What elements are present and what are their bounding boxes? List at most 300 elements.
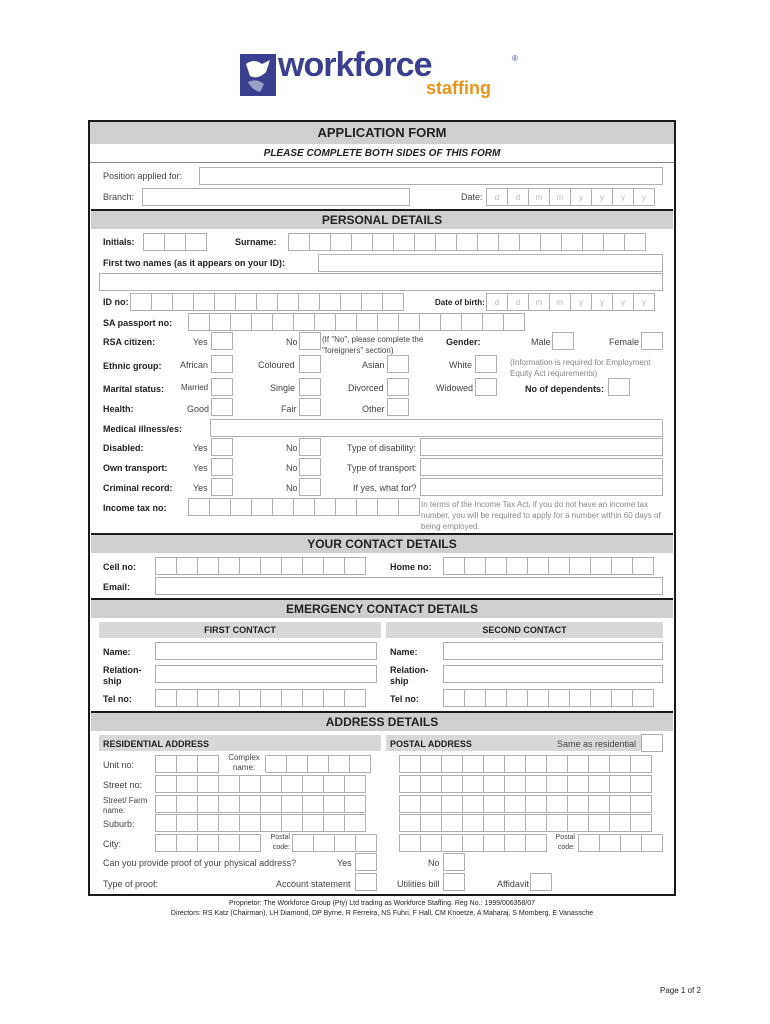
- input-cell[interactable]: [260, 775, 282, 793]
- input-cell[interactable]: [155, 755, 177, 773]
- input-cell[interactable]: [239, 795, 261, 813]
- good-checkbox[interactable]: [211, 398, 233, 416]
- ec2-tel-field[interactable]: [443, 689, 653, 707]
- utilities-bill-checkbox[interactable]: [443, 873, 465, 891]
- input-cell[interactable]: [197, 689, 219, 707]
- input-cell[interactable]: [155, 557, 177, 575]
- ec1-tel-label: Tel no:: [103, 694, 132, 704]
- input-cell[interactable]: [588, 814, 610, 832]
- input-cell[interactable]: y: [633, 293, 655, 311]
- input-cell[interactable]: [588, 755, 610, 773]
- input-cell[interactable]: [561, 233, 583, 251]
- input-cell[interactable]: [176, 557, 198, 575]
- input-cell[interactable]: [307, 755, 329, 773]
- input-cell[interactable]: [335, 313, 357, 331]
- input-cell[interactable]: [498, 233, 520, 251]
- input-cell[interactable]: [151, 293, 173, 311]
- input-cell[interactable]: [599, 834, 621, 852]
- input-cell[interactable]: [344, 814, 366, 832]
- input-cell[interactable]: [540, 233, 562, 251]
- input-cell[interactable]: [185, 233, 207, 251]
- transport-type-field[interactable]: [420, 458, 663, 476]
- input-cell[interactable]: [235, 293, 257, 311]
- input-cell[interactable]: [527, 557, 549, 575]
- disability-type-field[interactable]: [420, 438, 663, 456]
- input-cell[interactable]: [239, 834, 261, 852]
- input-cell[interactable]: [462, 814, 484, 832]
- input-cell[interactable]: [420, 814, 442, 832]
- input-cell[interactable]: [214, 293, 236, 311]
- input-cell[interactable]: [609, 814, 631, 832]
- footer-proprietor: Proprietor: The Workforce Group (Pty) Ltd trading as Workforce Staffing. Reg No.: 1999/006358/07: [228, 900, 536, 907]
- input-cell[interactable]: [464, 557, 486, 575]
- input-cell[interactable]: [197, 795, 219, 813]
- input-cell[interactable]: [323, 814, 345, 832]
- input-cell[interactable]: [399, 775, 421, 793]
- input-cell[interactable]: [143, 233, 165, 251]
- input-cell[interactable]: [302, 689, 324, 707]
- input-cell[interactable]: [482, 313, 504, 331]
- input-cell[interactable]: y: [612, 293, 634, 311]
- input-cell[interactable]: [399, 814, 421, 832]
- income-tax-field[interactable]: [188, 498, 419, 516]
- input-cell[interactable]: [630, 795, 652, 813]
- input-cell[interactable]: [462, 775, 484, 793]
- input-cell[interactable]: [567, 814, 589, 832]
- input-cell[interactable]: [611, 689, 633, 707]
- input-cell[interactable]: [504, 775, 526, 793]
- input-cell[interactable]: [588, 795, 610, 813]
- input-cell[interactable]: [414, 233, 436, 251]
- date-cell[interactable]: d: [507, 188, 529, 206]
- form-title: APPLICATION FORM: [317, 125, 447, 140]
- cell-no-field[interactable]: [155, 557, 365, 575]
- ec1-tel-field[interactable]: [155, 689, 365, 707]
- postal-line-2[interactable]: [399, 775, 651, 793]
- input-cell[interactable]: [314, 313, 336, 331]
- input-cell[interactable]: [504, 795, 526, 813]
- input-cell[interactable]: [281, 689, 303, 707]
- input-cell[interactable]: [569, 689, 591, 707]
- input-cell[interactable]: [441, 755, 463, 773]
- account-statement-label: Account statement: [276, 879, 351, 889]
- input-cell[interactable]: [197, 814, 219, 832]
- input-cell[interactable]: [155, 689, 177, 707]
- input-cell[interactable]: [546, 755, 568, 773]
- affidavit-checkbox[interactable]: [530, 873, 552, 891]
- input-cell[interactable]: [251, 498, 273, 516]
- other-checkbox[interactable]: [387, 398, 409, 416]
- input-cell[interactable]: [419, 313, 441, 331]
- input-cell[interactable]: [567, 755, 589, 773]
- dob-field[interactable]: [486, 293, 654, 311]
- res-postal-code-field[interactable]: [292, 834, 376, 852]
- input-cell[interactable]: [355, 834, 377, 852]
- input-cell[interactable]: [164, 233, 186, 251]
- input-cell[interactable]: [377, 498, 399, 516]
- input-cell[interactable]: [609, 795, 631, 813]
- surname-label: Surname:: [235, 237, 277, 247]
- input-cell[interactable]: [456, 233, 478, 251]
- input-cell[interactable]: [546, 814, 568, 832]
- input-cell[interactable]: [609, 775, 631, 793]
- input-cell[interactable]: [209, 498, 231, 516]
- input-cell[interactable]: [328, 755, 350, 773]
- input-cell[interactable]: [525, 834, 547, 852]
- coloured-checkbox[interactable]: [299, 355, 321, 373]
- single-checkbox[interactable]: [299, 378, 321, 396]
- passport-field[interactable]: [188, 313, 524, 331]
- criminal-no-checkbox[interactable]: [299, 478, 321, 496]
- input-cell[interactable]: [399, 834, 421, 852]
- date-cell[interactable]: y: [570, 188, 592, 206]
- disabled-label: Disabled:: [103, 443, 144, 453]
- ec2-name-field[interactable]: [443, 642, 663, 660]
- input-cell[interactable]: [239, 775, 261, 793]
- unit-no-field[interactable]: [155, 755, 218, 773]
- input-cell[interactable]: [155, 814, 177, 832]
- criminal-reason-field[interactable]: [420, 478, 663, 496]
- input-cell[interactable]: [155, 795, 177, 813]
- subtitle-divider: [90, 162, 674, 163]
- input-cell[interactable]: [399, 795, 421, 813]
- transport-yes-checkbox[interactable]: [211, 458, 233, 476]
- input-cell[interactable]: [323, 689, 345, 707]
- input-cell[interactable]: [155, 834, 177, 852]
- input-cell[interactable]: [260, 557, 282, 575]
- input-cell[interactable]: [251, 313, 273, 331]
- input-cell[interactable]: [464, 689, 486, 707]
- input-cell[interactable]: [582, 233, 604, 251]
- input-cell[interactable]: [340, 293, 362, 311]
- input-cell[interactable]: [351, 233, 373, 251]
- input-cell[interactable]: [398, 313, 420, 331]
- input-cell[interactable]: [420, 795, 442, 813]
- ec1-relation-field[interactable]: [155, 665, 377, 683]
- input-cell[interactable]: [176, 755, 198, 773]
- input-cell[interactable]: [440, 313, 462, 331]
- email-field[interactable]: [155, 577, 663, 595]
- rsa-no-checkbox[interactable]: [299, 332, 321, 350]
- date-cell[interactable]: y: [591, 188, 613, 206]
- criminal-yes-checkbox[interactable]: [211, 478, 233, 496]
- date-cell[interactable]: y: [612, 188, 634, 206]
- ec2-relation-label: Relation- ship: [390, 665, 429, 686]
- input-cell[interactable]: [588, 775, 610, 793]
- input-cell[interactable]: [483, 834, 505, 852]
- input-cell[interactable]: [256, 293, 278, 311]
- african-checkbox[interactable]: [211, 355, 233, 373]
- input-cell[interactable]: [485, 557, 507, 575]
- input-cell[interactable]: y: [570, 293, 592, 311]
- input-cell[interactable]: [281, 795, 303, 813]
- input-cell[interactable]: [293, 313, 315, 331]
- input-cell[interactable]: [319, 293, 341, 311]
- input-cell[interactable]: [130, 293, 152, 311]
- input-cell[interactable]: [504, 755, 526, 773]
- input-cell[interactable]: [578, 834, 600, 852]
- input-cell[interactable]: [527, 689, 549, 707]
- input-cell[interactable]: [609, 755, 631, 773]
- input-cell[interactable]: [483, 814, 505, 832]
- input-cell[interactable]: [218, 775, 240, 793]
- input-cell[interactable]: [504, 814, 526, 832]
- input-cell[interactable]: [218, 557, 240, 575]
- input-cell[interactable]: [323, 775, 345, 793]
- input-cell[interactable]: [398, 498, 420, 516]
- input-cell[interactable]: [197, 557, 219, 575]
- input-cell[interactable]: [632, 689, 654, 707]
- input-cell[interactable]: [441, 775, 463, 793]
- date-field[interactable]: [486, 188, 654, 206]
- street-farm-field[interactable]: [155, 795, 365, 813]
- input-cell[interactable]: [197, 755, 219, 773]
- input-cell[interactable]: [624, 233, 646, 251]
- input-cell[interactable]: [477, 233, 499, 251]
- street-no-field[interactable]: [155, 775, 365, 793]
- input-cell[interactable]: [483, 755, 505, 773]
- asian-checkbox[interactable]: [387, 355, 409, 373]
- suburb-field[interactable]: [155, 814, 365, 832]
- fair-checkbox[interactable]: [299, 398, 321, 416]
- input-cell[interactable]: [239, 557, 261, 575]
- input-cell[interactable]: [443, 557, 465, 575]
- input-cell[interactable]: [281, 557, 303, 575]
- cell-no-label: Cell no:: [103, 562, 136, 572]
- input-cell[interactable]: [197, 834, 219, 852]
- date-cell[interactable]: m: [528, 188, 550, 206]
- female-checkbox[interactable]: [641, 332, 663, 350]
- input-cell[interactable]: [197, 775, 219, 793]
- input-cell[interactable]: [298, 293, 320, 311]
- initials-field[interactable]: [143, 233, 206, 251]
- input-cell[interactable]: [344, 775, 366, 793]
- input-cell[interactable]: [567, 775, 589, 793]
- postal-line-1[interactable]: [399, 755, 651, 773]
- input-cell[interactable]: [302, 814, 324, 832]
- input-cell[interactable]: [188, 498, 210, 516]
- input-cell[interactable]: [462, 755, 484, 773]
- input-cell[interactable]: [218, 834, 240, 852]
- rsa-yes-checkbox[interactable]: [211, 332, 233, 350]
- input-cell[interactable]: [286, 755, 308, 773]
- input-cell[interactable]: [209, 313, 231, 331]
- input-cell[interactable]: [420, 834, 442, 852]
- input-cell[interactable]: [176, 834, 198, 852]
- input-cell[interactable]: [218, 814, 240, 832]
- input-cell[interactable]: [344, 689, 366, 707]
- ec1-name-field[interactable]: [155, 642, 377, 660]
- input-cell[interactable]: [504, 834, 526, 852]
- input-cell[interactable]: [302, 775, 324, 793]
- input-cell[interactable]: [483, 795, 505, 813]
- input-cell[interactable]: [334, 834, 356, 852]
- input-cell[interactable]: [292, 834, 314, 852]
- input-cell[interactable]: [293, 498, 315, 516]
- input-cell[interactable]: [302, 795, 324, 813]
- input-cell[interactable]: [567, 795, 589, 813]
- input-cell[interactable]: [641, 834, 663, 852]
- input-cell[interactable]: [525, 795, 547, 813]
- input-cell[interactable]: [393, 233, 415, 251]
- date-cell[interactable]: d: [486, 188, 508, 206]
- input-cell[interactable]: [483, 775, 505, 793]
- input-cell[interactable]: [462, 834, 484, 852]
- input-cell[interactable]: [630, 755, 652, 773]
- divorced-checkbox[interactable]: [387, 378, 409, 396]
- input-cell[interactable]: [218, 795, 240, 813]
- input-cell[interactable]: [590, 689, 612, 707]
- id-no-field[interactable]: [130, 293, 403, 311]
- input-cell[interactable]: [239, 814, 261, 832]
- input-cell[interactable]: [344, 557, 366, 575]
- proof-type-label: Type of proof:: [103, 879, 159, 889]
- dependents-field[interactable]: [608, 378, 630, 396]
- medical-field[interactable]: [210, 419, 663, 437]
- input-cell[interactable]: [525, 775, 547, 793]
- input-cell[interactable]: [349, 755, 371, 773]
- input-cell[interactable]: [314, 498, 336, 516]
- input-cell[interactable]: [548, 689, 570, 707]
- input-cell[interactable]: [260, 689, 282, 707]
- input-cell[interactable]: [281, 775, 303, 793]
- input-cell[interactable]: [330, 233, 352, 251]
- input-cell[interactable]: [361, 293, 383, 311]
- married-checkbox[interactable]: [211, 378, 233, 396]
- first-names-field-1[interactable]: [318, 254, 663, 272]
- input-cell[interactable]: [172, 293, 194, 311]
- input-cell[interactable]: [485, 689, 507, 707]
- input-cell[interactable]: d: [507, 293, 529, 311]
- input-cell[interactable]: [603, 233, 625, 251]
- input-cell[interactable]: [356, 313, 378, 331]
- input-cell[interactable]: [176, 795, 198, 813]
- postal-city-field[interactable]: [399, 834, 546, 852]
- input-cell[interactable]: [277, 293, 299, 311]
- postal-line-4[interactable]: [399, 814, 651, 832]
- input-cell[interactable]: [155, 775, 177, 793]
- input-cell[interactable]: [288, 233, 310, 251]
- input-cell[interactable]: [435, 233, 457, 251]
- city-field[interactable]: [155, 834, 260, 852]
- input-cell[interactable]: [260, 795, 282, 813]
- rsa-yes-label: Yes: [193, 337, 208, 347]
- input-cell[interactable]: m: [549, 293, 571, 311]
- input-cell[interactable]: [630, 775, 652, 793]
- input-cell[interactable]: d: [486, 293, 508, 311]
- input-cell[interactable]: [461, 313, 483, 331]
- white-checkbox[interactable]: [475, 355, 497, 373]
- input-cell[interactable]: [620, 834, 642, 852]
- input-cell[interactable]: [506, 557, 528, 575]
- input-cell[interactable]: [281, 814, 303, 832]
- transport-no-checkbox[interactable]: [299, 458, 321, 476]
- input-cell[interactable]: [506, 689, 528, 707]
- proof-yes-checkbox[interactable]: [355, 853, 377, 871]
- input-cell[interactable]: [546, 775, 568, 793]
- input-cell[interactable]: [272, 498, 294, 516]
- home-no-field[interactable]: [443, 557, 653, 575]
- input-cell[interactable]: [569, 557, 591, 575]
- ec2-relation-field[interactable]: [443, 665, 663, 683]
- input-cell[interactable]: [230, 498, 252, 516]
- account-statement-checkbox[interactable]: [355, 873, 377, 891]
- input-cell[interactable]: [344, 795, 366, 813]
- input-cell[interactable]: [218, 689, 240, 707]
- complex-name-field[interactable]: [265, 755, 370, 773]
- input-cell[interactable]: [525, 814, 547, 832]
- branch-field[interactable]: [142, 188, 410, 206]
- input-cell[interactable]: [611, 557, 633, 575]
- input-cell[interactable]: [632, 557, 654, 575]
- input-cell[interactable]: [272, 313, 294, 331]
- input-cell[interactable]: [356, 498, 378, 516]
- date-cell[interactable]: y: [633, 188, 655, 206]
- input-cell[interactable]: [548, 557, 570, 575]
- position-field[interactable]: [199, 167, 663, 185]
- input-cell[interactable]: [372, 233, 394, 251]
- input-cell[interactable]: [323, 557, 345, 575]
- input-cell[interactable]: [441, 814, 463, 832]
- postal-postal-code-field[interactable]: [578, 834, 662, 852]
- postal-line-3[interactable]: [399, 795, 651, 813]
- disabled-yes-checkbox[interactable]: [211, 438, 233, 456]
- date-cell[interactable]: m: [549, 188, 571, 206]
- white-label: White: [449, 360, 473, 370]
- input-cell[interactable]: [309, 233, 331, 251]
- input-cell[interactable]: [420, 755, 442, 773]
- input-cell[interactable]: [230, 313, 252, 331]
- input-cell[interactable]: [176, 689, 198, 707]
- input-cell[interactable]: m: [528, 293, 550, 311]
- male-checkbox[interactable]: [552, 332, 574, 350]
- input-cell[interactable]: [519, 233, 541, 251]
- input-cell[interactable]: [260, 814, 282, 832]
- widowed-checkbox[interactable]: [475, 378, 497, 396]
- input-cell[interactable]: [443, 689, 465, 707]
- input-cell[interactable]: [302, 557, 324, 575]
- input-cell[interactable]: [590, 557, 612, 575]
- input-cell[interactable]: [382, 293, 404, 311]
- input-cell[interactable]: [176, 814, 198, 832]
- utilities-bill-label: Utilities bill: [397, 879, 440, 889]
- input-cell[interactable]: [525, 755, 547, 773]
- first-names-field-2[interactable]: [99, 273, 663, 291]
- input-cell[interactable]: [441, 795, 463, 813]
- input-cell[interactable]: [630, 814, 652, 832]
- input-cell[interactable]: [188, 313, 210, 331]
- surname-field[interactable]: [288, 233, 645, 251]
- input-cell[interactable]: [239, 689, 261, 707]
- input-cell[interactable]: [335, 498, 357, 516]
- input-cell[interactable]: [323, 795, 345, 813]
- input-cell[interactable]: [399, 755, 421, 773]
- input-cell[interactable]: [176, 775, 198, 793]
- input-cell[interactable]: [313, 834, 335, 852]
- input-cell[interactable]: [420, 775, 442, 793]
- proof-no-checkbox[interactable]: [443, 853, 465, 871]
- input-cell[interactable]: [265, 755, 287, 773]
- disabled-no-checkbox[interactable]: [299, 438, 321, 456]
- input-cell[interactable]: [546, 795, 568, 813]
- input-cell[interactable]: [503, 313, 525, 331]
- input-cell[interactable]: [462, 795, 484, 813]
- input-cell[interactable]: [377, 313, 399, 331]
- input-cell[interactable]: [441, 834, 463, 852]
- input-cell[interactable]: [193, 293, 215, 311]
- same-as-residential-checkbox[interactable]: [641, 734, 663, 752]
- input-cell[interactable]: y: [591, 293, 613, 311]
